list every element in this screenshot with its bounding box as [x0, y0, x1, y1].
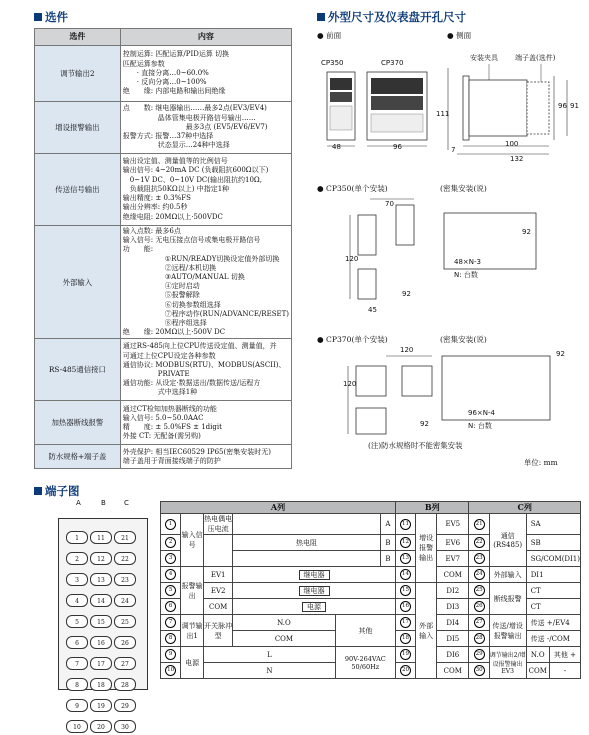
- pin-grid: [65, 525, 141, 735]
- option-content: 通过RS-485向上位CPU传送设定值、测量值，并 可通过上位CPU设定各种参数 通信协议: MODBUS(RTU)、MODBUS(ASCII)、 PRIVATE 通信功能: 从设定·数据送出/数据传送/运程方 式中选择1种: [120, 339, 291, 401]
- dense-formula-48: 48×N-3: [454, 258, 481, 266]
- side-body: [469, 80, 527, 136]
- dim-92-b: 92: [420, 420, 429, 428]
- options-table: [34, 28, 292, 469]
- table-row: 2 热电阻 B 12 EV6 22 SB: [161, 535, 581, 551]
- terminal-pin: 28: [114, 678, 136, 691]
- bracket-label: 安装夹具: [470, 54, 498, 62]
- cutout-box-2: [396, 205, 414, 245]
- terminal-section-title: 端子图: [34, 483, 80, 499]
- terminal-pin: 11: [90, 531, 112, 544]
- terminal-pin: 2: [66, 552, 88, 565]
- dim-48: 48: [332, 143, 341, 151]
- terminal-header-a: A列: [161, 502, 396, 514]
- side-view-label: ● 侧面: [447, 31, 472, 40]
- terminal-pin: 30: [114, 720, 136, 733]
- table-row: 6 COM 电源 16 DI3 26 CT: [161, 599, 581, 615]
- terminal-pin: 17: [90, 657, 112, 670]
- cp350-mount-label: ● CP350(单个安装): [317, 184, 388, 193]
- terminal-pin: 26: [114, 636, 136, 649]
- dim-111: 111: [436, 110, 450, 118]
- dim-91: 91: [570, 102, 579, 110]
- dense-formula-96: 96×N-4: [468, 409, 495, 417]
- options-header-option: 选件: [35, 29, 121, 46]
- cutout-box-1: [358, 215, 376, 255]
- option-content: 外壳保护: 相当IEC60529 IP65(密集安装时无) 端子盖用于背面接线端子的防护: [120, 445, 291, 469]
- terminal-header-b: B列: [395, 502, 469, 514]
- terminal-pin: 9: [66, 699, 88, 712]
- cutout-box-3: [356, 408, 386, 434]
- terminal-cover-label: 端子盖(选件): [515, 54, 556, 62]
- dim-120-top: 120: [400, 346, 414, 354]
- terminal-header-c: C列: [469, 502, 581, 514]
- cutout-box-2: [402, 366, 432, 396]
- col-letter-a: A: [76, 499, 81, 507]
- dim-96-side: 96: [558, 102, 567, 110]
- option-content: 输入点数: 最多6点 输入信号: 无电压接点信号或集电极开路信号 功 能: ①RUN/READY切换设定值外部切换 ②远程/本机切换 ③AUTO/MANUAL 切换 ④定时启动 ⑤报警解除 ⑥切换参数组选择 ⑦程序动作(RUN/ADVANCE/RESET) ⑧程序组选择 绝 缘: 20MΩ以上·500V DC: [120, 226, 291, 339]
- table-row: 3 B 13 EV7 23 SG/COM(DI1): [161, 551, 581, 567]
- cp350-display-lower: [330, 92, 352, 102]
- table-row: 9 电源 L 90V-264VAC 50/60Hz 19 DI6 29 调节输出2/增设报警输出EV3 N.O 其他 +: [161, 647, 581, 663]
- table-row: [35, 401, 292, 445]
- cp370-display-upper: [371, 78, 423, 94]
- terminal-pin: 6: [66, 636, 88, 649]
- dim-100: 100: [505, 140, 519, 148]
- terminal-pin: 5: [66, 615, 88, 628]
- option-content: 通过CT检知加热器断线的功能 输入信号: 5.0~50.0AAC 精 度: ± 5.0%FS ± 1digit 外接 CT: 无配备(需另购): [120, 401, 291, 445]
- terminal-pin: 12: [90, 552, 112, 565]
- dim-70: 70: [385, 200, 394, 208]
- col-letter-b: B: [101, 499, 106, 507]
- options-section-title: 选件: [34, 9, 68, 25]
- terminal-pin: 4: [66, 594, 88, 607]
- terminal-pin: 3: [66, 573, 88, 586]
- cp350-keypad: [330, 106, 352, 130]
- dim-96: 96: [393, 143, 402, 151]
- terminal-pin: 27: [114, 657, 136, 670]
- terminal-block-drawing: [58, 518, 148, 731]
- dim-92-dense: 92: [522, 228, 531, 236]
- terminal-pin: 18: [90, 678, 112, 691]
- dense-n-units: N: 台数: [454, 271, 478, 279]
- terminal-pin: 24: [114, 594, 136, 607]
- footnote: (注)防水规格时不能密集安装: [368, 441, 463, 450]
- cp350-cutout-drawing: [330, 195, 580, 315]
- dim-132: 132: [510, 155, 524, 163]
- table-row: 1 输入信号 热电偶电压电流 A 11 增设报警输出 EV5 21 通信(RS485) SA: [161, 514, 581, 535]
- cp370-keypad: [371, 114, 423, 132]
- terminal-pin: 10: [66, 720, 88, 733]
- option-label: 加热器断线报警: [35, 401, 121, 445]
- dense-cutout-box: [442, 356, 550, 420]
- option-content: 点 数: 继电器输出……最多2点(EV3/EV4) 晶体管集电极开路信号输出…… 最多3点 (EV5/EV6/EV7) 报警方式: 报警…37种中选择 状态显示…24种中选择: [120, 102, 291, 154]
- table-row: 7 调节输出1 开关脉冲型 N.O 其他 17 DI4 27 传送/增设报警输出 传送 +/EV4: [161, 615, 581, 631]
- terminal-cover-outline: [527, 82, 549, 134]
- option-label: 增设报警输出: [35, 102, 121, 154]
- cp370-display-lower: [371, 96, 423, 110]
- model-cp350-label: CP350: [321, 59, 344, 67]
- terminal-pin: 21: [114, 531, 136, 544]
- terminal-pin: 8: [66, 678, 88, 691]
- terminal-pin: 20: [90, 720, 112, 733]
- model-cp370-label: CP370: [381, 59, 404, 67]
- option-label: 调节输出2: [35, 46, 121, 102]
- cutout-box-1: [356, 366, 386, 396]
- dim-7: 7: [451, 146, 456, 154]
- table-row: [35, 154, 292, 226]
- dim-120: 120: [345, 255, 359, 263]
- table-row: 10 N 20 COM 30 COM -: [161, 663, 581, 679]
- dense-n-units-b: N: 台数: [468, 422, 492, 430]
- terminal-pin: 19: [90, 699, 112, 712]
- table-row: [35, 102, 292, 154]
- cp370-mount-label: ● CP370(单个安装): [317, 335, 388, 344]
- table-row: 5 EV2 继电器 15 外部输入 DI2 25 断线报警 CT: [161, 583, 581, 599]
- square-bullet-icon: [317, 13, 325, 21]
- dimensions-section-title: 外型尺寸及仪表盘开孔尺寸: [317, 9, 466, 25]
- dim-92: 92: [402, 290, 411, 298]
- option-label: 传送信号输出: [35, 154, 121, 226]
- terminal-pin: 25: [114, 615, 136, 628]
- terminal-pin: 13: [90, 573, 112, 586]
- cp350-display-upper: [330, 78, 352, 90]
- option-content: 输出设定值、测量值等的比例信号 输出信号: 4~20mA DC (负载阻抗600Ω以下) 0~1V DC、0~10V DC(输出阻抗约10Ω, 负载阻抗50KΩ以上) 中指定1种 输出精度: ± 0.3%FS 输出分辨率: 约0.5秒 绝缘电阻: 20MΩ以上·500VDC: [120, 154, 291, 226]
- cutout-box-3: [358, 269, 376, 299]
- table-row: [35, 339, 292, 401]
- cp370-dense-label: (密集安装(说): [440, 335, 487, 344]
- table-row: [35, 226, 292, 339]
- side-bezel: [463, 76, 469, 140]
- unit-label: 单位: mm: [524, 458, 558, 467]
- terminal-pin: 1: [66, 531, 88, 544]
- cp350-dense-label: (密集安装(说): [440, 184, 487, 193]
- table-row: 8 COM 18 DI5 28 传送 -/COM: [161, 631, 581, 647]
- option-label: 防水规格+端子盖: [35, 445, 121, 469]
- dim-45: 45: [368, 306, 377, 314]
- front-view-label: ● 前面: [317, 31, 342, 40]
- terminal-table: [160, 501, 581, 679]
- option-label: RS-485通信接口: [35, 339, 121, 401]
- table-row: 4 报警输出 EV1 继电器 14 COM 24 外部输入 DI1: [161, 567, 581, 583]
- dim-120-side: 120: [343, 380, 357, 388]
- table-row: [35, 46, 292, 102]
- square-bullet-icon: [34, 13, 42, 21]
- terminal-pin: 15: [90, 615, 112, 628]
- terminal-pin: 22: [114, 552, 136, 565]
- terminal-pin: 14: [90, 594, 112, 607]
- dim-92-dense-b: 92: [556, 350, 565, 358]
- option-label: 外部输入: [35, 226, 121, 339]
- table-row: [35, 445, 292, 469]
- terminal-pin: 7: [66, 657, 88, 670]
- cp370-cutout-drawing: [330, 350, 580, 450]
- options-header-content: 内容: [120, 29, 291, 46]
- terminal-pin: 23: [114, 573, 136, 586]
- terminal-pin: 29: [114, 699, 136, 712]
- front-side-drawing: [315, 64, 585, 164]
- square-bullet-icon: [34, 487, 42, 495]
- terminal-pin: 16: [90, 636, 112, 649]
- col-letter-c: C: [124, 499, 129, 507]
- option-content: 控制运算: 匹配运算/PID运算 切换 匹配运算参数 · 直接分离…0~60.0% · 反向分离…0~100% 绝 缘: 内部电路和输出间绝缘: [120, 46, 291, 102]
